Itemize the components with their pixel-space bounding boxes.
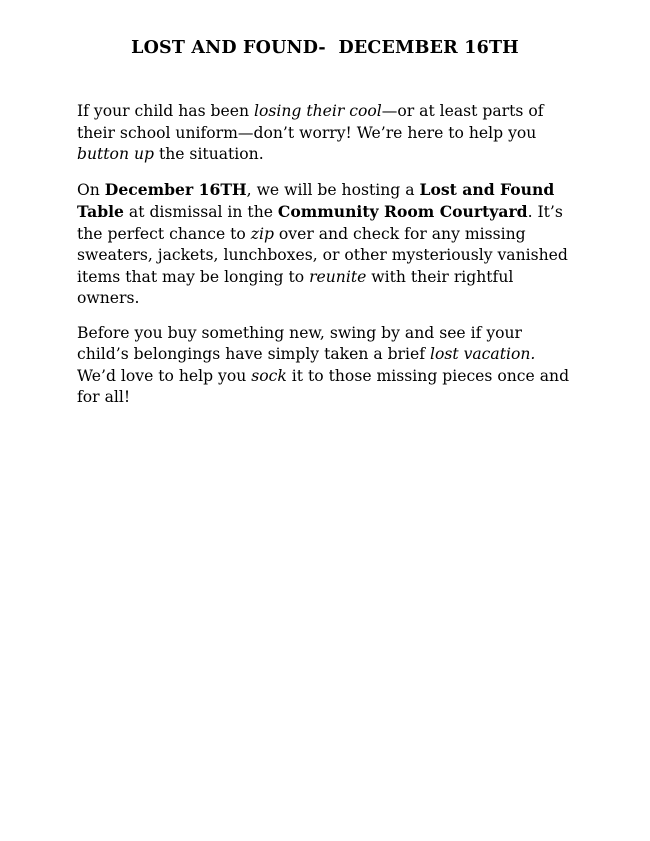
text-run: the situation. — [153, 145, 264, 163]
document-body — [77, 101, 577, 422]
text-run: over and check for any missing sweaters, jackets, lunchboxes, or other mysteriously vanished items that may be longing to — [77, 224, 568, 286]
text-run: at dismissal in the — [123, 203, 278, 221]
italic-run: button up — [77, 145, 154, 163]
italic-run: reunite — [309, 267, 367, 286]
text-run: it to those missing pieces once and for all! — [77, 366, 570, 406]
text-run: with their rightful owners. — [77, 267, 514, 307]
text-run: , we will be hosting a — [246, 180, 420, 199]
event-name: Lost and Found Table — [77, 179, 555, 221]
text-run: If your child has been — [77, 102, 254, 120]
italic-run: lost vacation. — [429, 345, 536, 363]
page-title: LOST AND FOUND- DECEMBER 16TH — [131, 38, 519, 58]
text-run: On — [77, 180, 105, 199]
paragraph-intro — [77, 101, 577, 166]
italic-run: sock — [251, 366, 287, 385]
italic-run: zip — [250, 224, 274, 243]
event-location: Community Room Courtyard — [277, 202, 528, 221]
text-run: Before you buy something new, swing by and see if your child’s belongings have simply taken a brief — [77, 323, 523, 363]
paragraph-event-details — [77, 179, 577, 310]
text-run: We’d love to help you — [77, 366, 252, 385]
paragraph-closing — [77, 323, 577, 409]
italic-run: losing their cool — [253, 102, 382, 120]
text-run: —or at least parts of their school uniform—don’t worry! We’re here to help you — [77, 102, 544, 142]
text-run: . It’s the perfect chance to — [77, 203, 563, 243]
event-date: December 16TH — [104, 179, 247, 199]
